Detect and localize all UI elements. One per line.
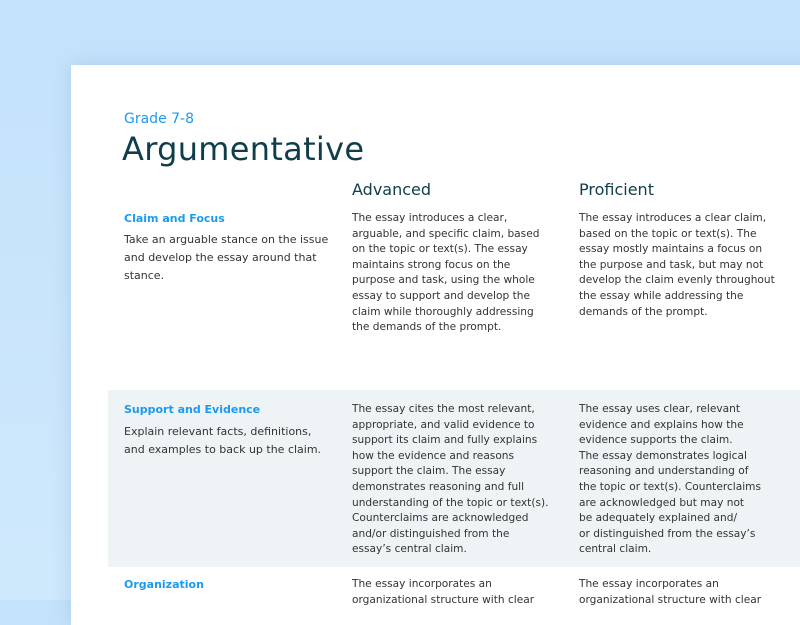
criterion-description: Take an arguable stance on the issue and develop the essay around that stance.	[124, 233, 329, 282]
criterion-title: Support and Evidence	[124, 403, 261, 416]
advanced-cell: The essay incorporates an organizational structure with clear	[352, 578, 535, 606]
grade-label: Grade 7-8	[124, 111, 194, 127]
criterion-description: Explain relevant facts, definitions, and examples to back up the claim.	[124, 425, 322, 456]
proficient-cell: The essay introduces a clear claim, based on the topic or text(s). The essay mostly maintains a focus on the purpose and task, but may not develop the claim evenly throughout the essay while addressing the demands of the prompt.	[579, 212, 775, 318]
advanced-cell: The essay introduces a clear, arguable, and specific claim, based on the topic or text(s). The essay maintains strong focus on the purpose and task, using the whole essay to support and develop the claim while thoroughly addressing the demands of the prompt.	[352, 212, 540, 334]
criterion-title: Organization	[124, 578, 204, 591]
proficient-cell: The essay uses clear, relevant evidence and explains how the evidence supports the claim. The essay demonstrates logical reasoning and understanding of the topic or text(s). Counterclaims are acknowledged but may not be adequately explained and/ or distinguished from the essay’s central claim.	[579, 403, 762, 556]
column-header-proficient: Proficient	[579, 180, 654, 199]
column-header-advanced: Advanced	[352, 180, 432, 199]
advanced-cell: The essay cites the most relevant, appropriate, and valid evidence to support its claim and fully explains how the evidence and reasons support the claim. The essay demonstrates reasoning and full understanding of the topic or text(s). Counterclaims are acknowledged and/or distinguished from the essay’s central claim.	[352, 403, 549, 556]
page-title: Argumentative	[122, 130, 365, 168]
criterion-title: Claim and Focus	[124, 212, 225, 225]
proficient-cell: The essay incorporates an organizational structure with clear	[579, 578, 762, 606]
